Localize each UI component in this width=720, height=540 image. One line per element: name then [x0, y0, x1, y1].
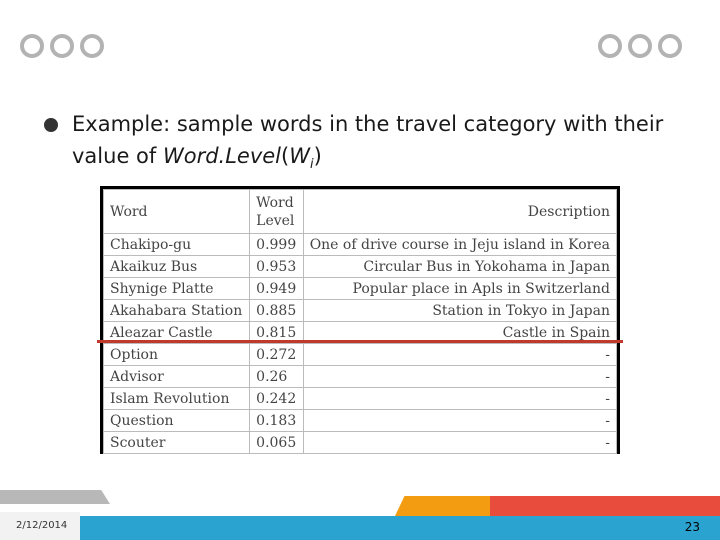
cell-description: -: [303, 410, 616, 432]
cell-word: Islam Revolution: [104, 388, 250, 410]
cell-level: 0.183: [250, 410, 304, 432]
cell-word: Scouter: [104, 432, 250, 454]
table-row: [104, 344, 617, 366]
cell-word: Option: [104, 344, 250, 366]
table-row: [104, 278, 617, 300]
table-body: [104, 234, 617, 454]
header-word: Word: [104, 190, 250, 234]
bullet-variable: W: [289, 144, 310, 168]
header-description: Description: [303, 190, 616, 234]
bullet-text: [72, 108, 700, 181]
circle-icon: [628, 34, 652, 58]
cell-level: 0.999: [250, 234, 304, 256]
table-row: [104, 410, 617, 432]
circle-icon: [20, 34, 44, 58]
footer-gray-band: [0, 490, 110, 504]
circle-icon: [658, 34, 682, 58]
table-row: [104, 366, 617, 388]
cell-level: 0.065: [250, 432, 304, 454]
cell-word: Advisor: [104, 366, 250, 388]
cell-description: One of drive course in Jeju island in Korea: [303, 234, 616, 256]
cell-description: -: [303, 344, 616, 366]
table-row: [104, 234, 617, 256]
footer-teal-band: [80, 516, 720, 540]
cell-description: Castle in Spain: [303, 322, 616, 344]
footer-date: 2/12/2014: [0, 512, 80, 540]
cell-level: 0.949: [250, 278, 304, 300]
cell-level: 0.815: [250, 322, 304, 344]
table-row: [104, 388, 617, 410]
cell-level: 0.242: [250, 388, 304, 410]
table-row: [104, 256, 617, 278]
header-word-level: [250, 190, 304, 234]
page-number: 23: [684, 520, 700, 534]
bullet-dot-icon: [44, 118, 58, 132]
cell-word: Akaikuz Bus: [104, 256, 250, 278]
footer-red-band: [490, 496, 720, 516]
paren-close: ): [313, 144, 322, 168]
cell-level: 0.953: [250, 256, 304, 278]
cell-level: 0.26: [250, 366, 304, 388]
cell-description: -: [303, 388, 616, 410]
bullet-subscript: i: [309, 157, 314, 173]
table-header-row: [104, 190, 617, 234]
divider-line: [97, 340, 623, 343]
cell-word: Shynige Platte: [104, 278, 250, 300]
cell-word: Aleazar Castle: [104, 322, 250, 344]
bullet-prefix: Example: sample words in the travel category with their value of: [72, 112, 664, 168]
cell-word: Akahabara Station: [104, 300, 250, 322]
cell-level: 0.272: [250, 344, 304, 366]
table-row: [104, 300, 617, 322]
table-row: [104, 432, 617, 454]
footer-orange-band: [395, 496, 490, 516]
cell-word: Question: [104, 410, 250, 432]
decorative-circles-left: [20, 34, 104, 58]
decorative-circles-right: [598, 34, 682, 58]
circle-icon: [80, 34, 104, 58]
circle-icon: [598, 34, 622, 58]
cell-description: -: [303, 432, 616, 454]
bullet-italic-term: Word.Level: [162, 144, 282, 168]
cell-description: Popular place in Apls in Switzerland: [303, 278, 616, 300]
header-level-line2: Level: [256, 212, 295, 229]
header-level-line1: Word: [256, 194, 294, 211]
cell-word: Chakipo-gu: [104, 234, 250, 256]
cell-description: -: [303, 366, 616, 388]
cell-description: Circular Bus in Yokohama in Japan: [303, 256, 616, 278]
word-level-table: [103, 189, 617, 454]
paren-open: (: [281, 144, 290, 168]
bullet-point: [40, 108, 700, 181]
cell-level: 0.885: [250, 300, 304, 322]
circle-icon: [50, 34, 74, 58]
cell-description: Station in Tokyo in Japan: [303, 300, 616, 322]
word-level-table-frame: [100, 186, 620, 454]
